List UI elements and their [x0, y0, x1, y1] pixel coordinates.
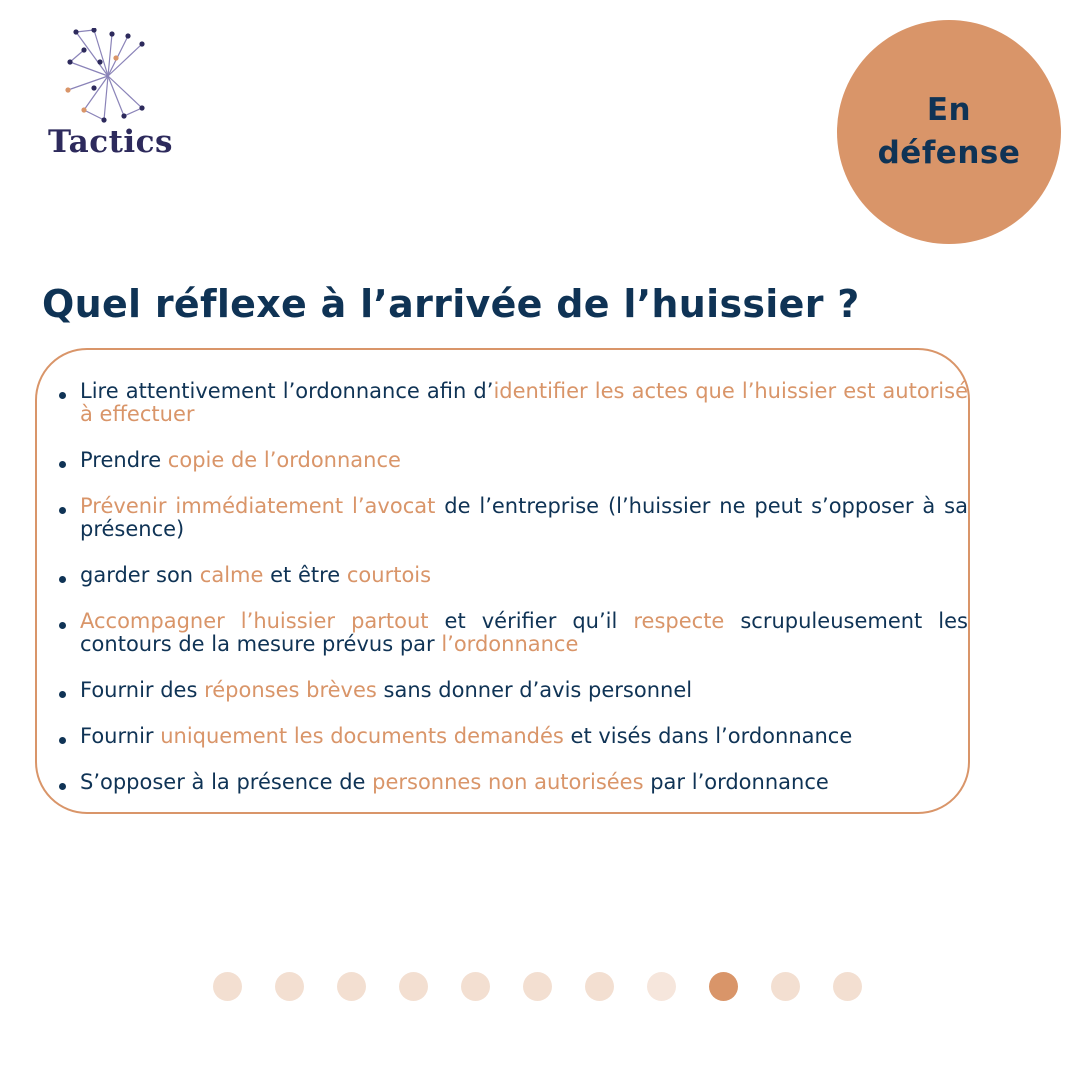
list-item	[42, 449, 968, 472]
list-item	[42, 564, 968, 587]
reflex-list	[42, 380, 968, 817]
list-item	[42, 610, 968, 656]
pagination-dot[interactable]	[523, 972, 552, 1001]
highlighted-text: personnes non autorisées	[372, 770, 644, 794]
page-title: Quel réflexe à l’arrivée de l’huissier ?	[42, 282, 860, 326]
pagination-dot[interactable]	[585, 972, 614, 1001]
pagination-dot[interactable]	[771, 972, 800, 1001]
list-item	[42, 380, 968, 426]
item-text: Fournir des	[80, 678, 205, 702]
pagination-dot[interactable]	[833, 972, 862, 1001]
highlighted-text: calme	[199, 563, 264, 587]
item-text: et être	[263, 563, 347, 587]
highlighted-text: respecte	[633, 609, 725, 633]
highlighted-text: courtois	[346, 563, 432, 587]
highlighted-text: copie de l’ordonnance	[167, 448, 401, 472]
pagination-dot[interactable]	[399, 972, 428, 1001]
badge-label: En défense	[877, 92, 1021, 171]
highlighted-text: réponses brèves	[204, 678, 377, 702]
item-text: S’opposer à la présence de	[80, 770, 373, 794]
network-star-icon	[64, 28, 148, 124]
item-text: sans donner d’avis personnel	[376, 678, 693, 702]
item-text: Prendre	[80, 448, 168, 472]
list-item	[42, 679, 968, 702]
list-item	[42, 495, 968, 541]
list-item	[42, 725, 968, 748]
item-text: et vérifier qu’il	[428, 609, 634, 633]
pagination-dot[interactable]	[461, 972, 490, 1001]
item-text: par l’ordonnance	[643, 770, 829, 794]
pagination-dots	[213, 972, 862, 1002]
section-badge	[837, 20, 1061, 244]
highlighted-text: Prévenir immédiatement l’avocat	[80, 494, 436, 518]
tactics-logo	[48, 28, 173, 158]
list-item	[42, 771, 968, 794]
pagination-dot[interactable]	[275, 972, 304, 1001]
item-text: scrupuleusement les contours de la mesure prévus par	[80, 609, 968, 656]
pagination-dot-active[interactable]	[709, 972, 738, 1001]
highlighted-text: Accompagner l’huissier partout	[80, 609, 429, 633]
highlighted-text: identifier les actes que l’huissier est autorisé à effectuer	[80, 379, 968, 426]
item-text: Fournir	[80, 724, 161, 748]
highlighted-text: l’ordonnance	[441, 632, 579, 656]
pagination-dot[interactable]	[647, 972, 676, 1001]
item-text: et visés dans l’ordonnance	[563, 724, 853, 748]
item-text: garder son	[80, 563, 200, 587]
item-text: de l’entreprise (l’huissier ne peut s’opposer à sa présence)	[80, 494, 968, 541]
logo-wordmark: Tactics	[48, 124, 173, 160]
pagination-dot[interactable]	[213, 972, 242, 1001]
highlighted-text: uniquement les documents demandés	[160, 724, 564, 748]
item-text: Lire attentivement l’ordonnance afin d’	[80, 379, 494, 403]
pagination-dot[interactable]	[337, 972, 366, 1001]
